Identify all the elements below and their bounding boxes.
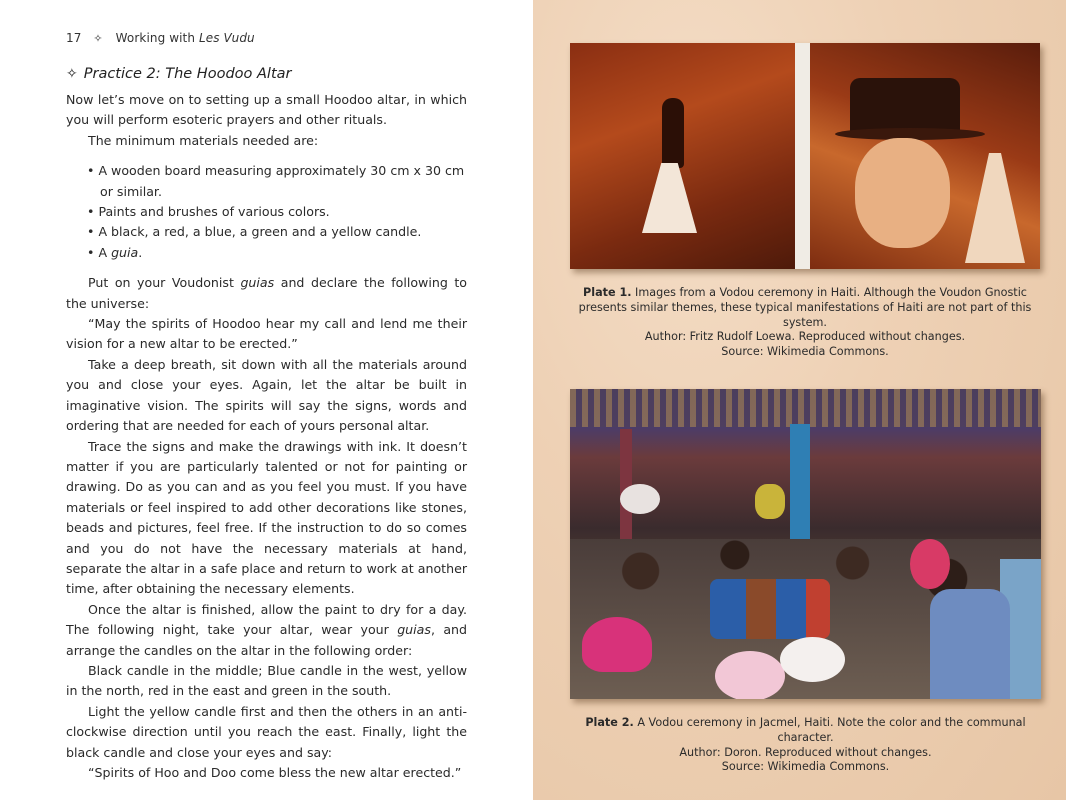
section-title-text: Practice 2: The Hoodoo Altar [83,66,292,82]
running-title: Working with [115,31,199,45]
plate-source: Source: Wikimedia Commons. [721,760,890,774]
photo-dancer [570,43,795,269]
page-number: 17 [66,31,82,45]
running-header [66,31,255,45]
plate-label: Plate 2. [585,716,634,729]
plate-2-photo [570,389,1041,699]
list-item: • A guia. [66,243,467,263]
paragraph-put-on: Put on your Voudonist guias and declare the following to the universe: [66,275,468,311]
list-item: • A black, a red, a blue, a green and a yellow candle. [66,222,467,242]
paragraph-breath: Take a deep breath, sit down with all the materials around you and close your eyes. Again, let the altar be built in imaginative vision. The spirits will say the signs, words and ordering that are needed for each of yours personal altar. [66,356,467,434]
plate-1-photo [570,43,1040,269]
four-point-star-icon: ✧ [66,66,78,82]
paragraph-intro: Now let’s move on to setting up a small Hoodoo altar, in which you will perform esoteric prayers and other rituals. [66,92,467,128]
plate-author: Author: Fritz Rudolf Loewa. Reproduced without changes. [644,330,966,344]
plate-1-caption: Plate 1. Images from a Vodou ceremony in Haiti. Although the Voudon Gnostic presents similar themes, these typical manifestations of Haiti are not part of this system. Author: Fritz Rudolf Loewa. Reproduced without changes. Source: Wikimedia Commons. [578,286,1032,359]
plate-source: Source: Wikimedia Commons. [721,345,889,359]
paragraph-light: Light the yellow candle first and then the others in an anti-clockwise direction until you reach the east. Finally, light the black candle and close your eyes and say: [66,703,467,760]
quote-second: “Spirits of Hoo and Doo come bless the new altar erected.” [88,765,462,780]
plate-label: Plate 1. [583,286,632,299]
plate-2-caption: Plate 2. A Vodou ceremony in Jacmel, Haiti. Note the color and the communal character. Author: Doron. Reproduced without changes. Source: Wikimedia Commons. [585,716,1026,774]
paragraph-once: Once the altar is finished, allow the paint to dry for a day. The following night, take your altar, wear your guias, and arrange the candles on the altar in the following order: [66,601,468,658]
list-item: • A wooden board measuring approximately 30 cm x 30 cm or similar. [66,161,467,202]
materials-list [66,161,467,263]
body-text [66,90,467,783]
section-title [66,66,292,82]
photo-top-hat-man [810,43,1040,269]
running-title-italic: Les Vudu [199,31,255,45]
paragraph-order: Black candle in the middle; Blue candle in the west, yellow in the north, red in the east and green in the south. [66,662,467,699]
four-point-star-icon: ✧ [93,32,103,45]
plate-author: Author: Doron. Reproduced without changes. [679,745,932,759]
list-item: • Paints and brushes of various colors. [66,202,467,222]
quote-first: “May the spirits of Hoodoo hear my call and lend me their vision for a new altar to be erected.” [66,316,467,352]
paragraph-materials-intro: The minimum materials needed are: [88,132,319,148]
paragraph-trace: Trace the signs and make the drawings with ink. It doesn’t matter if you are particularly talented or not for painting or drawing. Do as you can and as you feel you must. If you have materials or feel inspired to add other decorations like stones, beads and pictures, feel free. If the instruction to do so comes and you do not have the necessary materials at hand, separate the altar in a safe place and return to work at another time, after obtaining the necessary elements. [66,438,467,597]
